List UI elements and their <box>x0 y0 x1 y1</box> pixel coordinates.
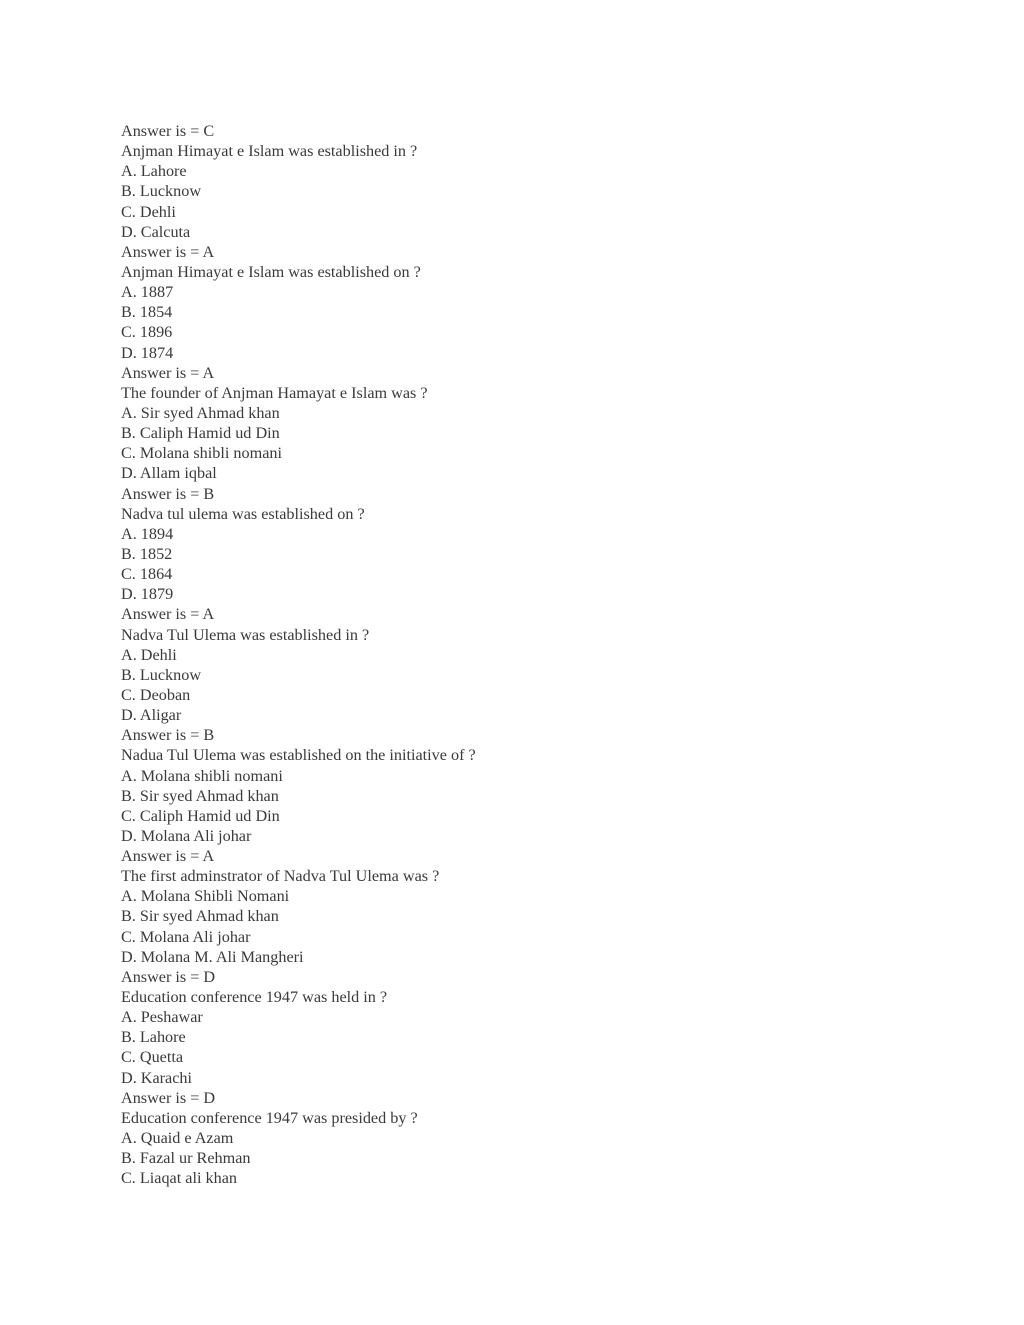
text-line: C. Deoban <box>121 685 191 704</box>
text-line: D. Molana Ali johar <box>121 826 252 845</box>
text-line: A. Lahore <box>121 162 187 181</box>
text-line: Anjman Himayat e Islam was established on ? <box>121 262 421 281</box>
text-line: C. Molana shibli nomani <box>121 444 282 463</box>
text-line: B. Lucknow <box>121 182 202 201</box>
text-line: C. Dehli <box>121 202 176 221</box>
text-line: B. Lucknow <box>121 665 202 684</box>
document-page <box>121 121 921 1188</box>
text-line: Nadva tul ulema was established on ? <box>121 504 365 523</box>
text-line: Answer is = C <box>121 122 215 140</box>
text-line: D. Allam iqbal <box>121 464 217 483</box>
text-line: A. Peshawar <box>121 1008 203 1027</box>
text-line: D. Aligar <box>121 706 182 725</box>
text-line: D. 1874 <box>121 343 174 362</box>
text-line: B. 1854 <box>121 303 173 322</box>
text-line: B. 1852 <box>121 544 173 563</box>
text-line: D. Karachi <box>121 1068 193 1087</box>
text-line: C. Liaqat ali khan <box>121 1169 237 1188</box>
text-line: Answer is = D <box>121 1088 216 1107</box>
text-line: Answer is = B <box>121 726 215 745</box>
text-line: Answer is = A <box>121 363 215 382</box>
text-line: Nadva Tul Ulema was established in ? <box>121 625 370 644</box>
text-line: B. Sir syed Ahmad khan <box>121 786 279 805</box>
text-line: A. Quaid e Azam <box>121 1129 234 1148</box>
text-line: Education conference 1947 was held in ? <box>121 988 388 1007</box>
text-line: Answer is = A <box>121 605 215 624</box>
text-line: A. Molana shibli nomani <box>121 766 283 785</box>
text-line: Answer is = B <box>121 484 215 503</box>
text-line: Answer is = A <box>121 242 215 261</box>
text-line: A. Molana Shibli Nomani <box>121 887 290 906</box>
text-line: The founder of Anjman Hamayat e Islam was ? <box>121 383 428 402</box>
text-line: The first adminstrator of Nadva Tul Ulema was ? <box>121 867 440 886</box>
text-line: B. Sir syed Ahmad khan <box>121 907 279 926</box>
text-line: D. Calcuta <box>121 222 191 241</box>
text-line: A. 1894 <box>121 524 174 543</box>
text-line: C. 1896 <box>121 323 173 342</box>
text-line: A. Dehli <box>121 645 177 664</box>
text-line: D. 1879 <box>121 585 174 604</box>
text-line: Education conference 1947 was presided by ? <box>121 1108 418 1127</box>
text-line: A. 1887 <box>121 283 174 302</box>
text-line: C. 1864 <box>121 565 173 584</box>
text-line: C. Quetta <box>121 1048 184 1067</box>
text-line: B. Fazal ur Rehman <box>121 1149 251 1168</box>
text-line: B. Caliph Hamid ud Din <box>121 424 280 443</box>
text-line: C. Caliph Hamid ud Din <box>121 806 280 825</box>
text-line: Nadua Tul Ulema was established on the initiative of ? <box>121 746 476 765</box>
text-line: Anjman Himayat e Islam was established in ? <box>121 142 418 161</box>
text-line: Answer is = D <box>121 967 216 986</box>
text-line: Answer is = A <box>121 847 215 866</box>
text-line: D. Molana M. Ali Mangheri <box>121 947 304 966</box>
text-line: C. Molana Ali johar <box>121 927 251 946</box>
text-line: A. Sir syed Ahmad khan <box>121 403 280 422</box>
text-line: B. Lahore <box>121 1028 186 1047</box>
